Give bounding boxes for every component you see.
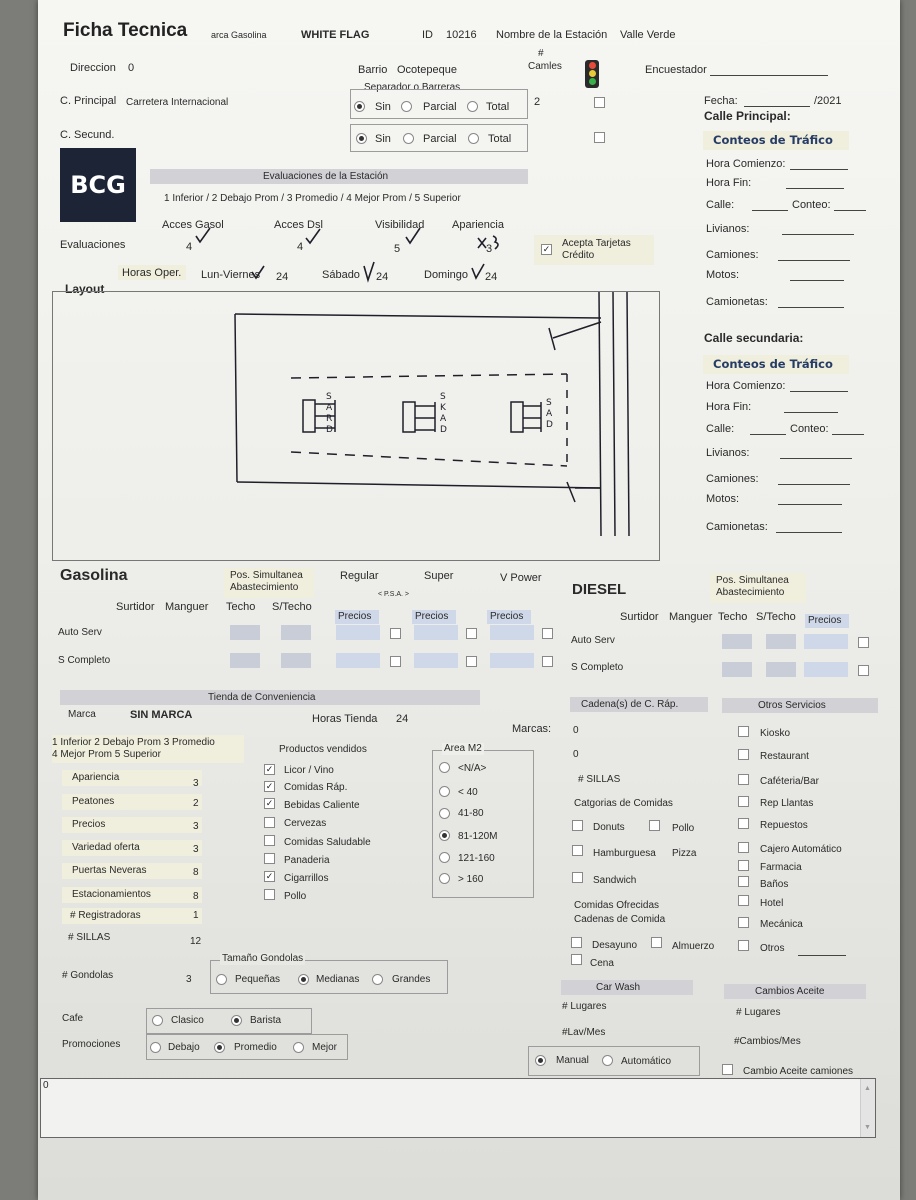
gas-sc-super-field[interactable] xyxy=(414,653,458,668)
diesel-surtidor-label: Surtidor xyxy=(620,611,659,623)
car-wash-auto-label: Automático xyxy=(621,1056,672,1067)
producto-label-6: Cigarrillos xyxy=(284,873,329,884)
producto-label-3: Cervezas xyxy=(284,818,327,829)
diesel-sc-precio-field[interactable] xyxy=(804,662,848,677)
rating-value-5[interactable]: 8 xyxy=(193,891,199,902)
diesel-title: DIESEL xyxy=(572,581,627,598)
horas-tienda-value[interactable]: 24 xyxy=(396,713,409,725)
lun-value[interactable]: 24 xyxy=(276,271,289,283)
area-radio-5[interactable] xyxy=(439,873,450,884)
evaluaciones-scale: 1 Inferior / 2 Debajo Prom / 3 Promedio / 4 Mejor Prom / 5 Superior xyxy=(164,193,461,204)
company-logo: BCG xyxy=(60,148,136,222)
diesel-auto-techo-field[interactable] xyxy=(722,634,752,649)
camiones-line-2[interactable] xyxy=(778,484,850,485)
desayuno-label: Desayuno xyxy=(592,940,638,951)
horas-label: Horas Oper. xyxy=(122,267,182,279)
donuts-checkbox[interactable] xyxy=(572,820,583,831)
area-radio-3[interactable] xyxy=(439,830,450,841)
marca-label: Marca xyxy=(68,709,96,720)
productos-title: Productos vendidos xyxy=(279,744,367,755)
eval-acces-dsl-label: Acces Dsl xyxy=(274,219,323,231)
fecha-line[interactable] xyxy=(744,106,810,107)
rating-label-1: Peatones xyxy=(72,796,115,807)
diesel-auto-stecho-field[interactable] xyxy=(766,634,796,649)
gas-sc-super-checkbox[interactable] xyxy=(466,656,477,667)
otros-title: Otros Servicios xyxy=(758,700,826,711)
marcas-label: Marcas: xyxy=(512,723,552,735)
rating-value-7[interactable]: 12 xyxy=(190,936,202,947)
otros-other-line[interactable] xyxy=(798,955,846,956)
tienda-scale-1: 1 Inferior 2 Debajo Prom 3 Promedio xyxy=(52,737,215,748)
gas-precios-label-2: Precios xyxy=(415,611,449,622)
camionetas-line-1[interactable] xyxy=(778,307,844,308)
promo-radio-promedio[interactable] xyxy=(214,1042,225,1053)
rating-label-2: Precios xyxy=(72,819,106,830)
producto-checkbox-1[interactable]: ✓ xyxy=(265,781,274,791)
gas-pos-sim-label: Pos. Simultanea Abastecimiento xyxy=(230,570,303,593)
sep-principal-total-label: Total xyxy=(486,101,510,113)
hora-comienzo-line-2[interactable] xyxy=(790,391,848,392)
gas-sc-techo-field[interactable] xyxy=(230,653,260,668)
hamburguesa-checkbox[interactable] xyxy=(572,845,583,856)
hora-fin-label-2: Hora Fin: xyxy=(706,401,752,413)
eval-apariencia-label: Apariencia xyxy=(452,219,504,231)
hora-comienzo-line-1[interactable] xyxy=(790,169,848,170)
eval-acces-gasol-label: Acces Gasol xyxy=(162,219,224,231)
rating-label-6: # Registradoras xyxy=(70,910,141,921)
sep-secund-sin-radio[interactable] xyxy=(356,133,367,144)
hora-comienzo-label-1: Hora Comienzo: xyxy=(706,158,786,170)
gas-psa-label: < P.S.A. > xyxy=(378,591,410,598)
conteo-label-1: Conteo: xyxy=(792,199,831,211)
separador-label: Separador o Barreras xyxy=(364,82,461,93)
otros-checkbox-0[interactable] xyxy=(738,726,749,737)
id-value[interactable]: 10216 xyxy=(446,29,477,41)
tarjetas-checkbox[interactable]: ✓ xyxy=(542,244,551,254)
gas-techo-label: Techo xyxy=(226,601,256,613)
area-title: Area M2 xyxy=(444,743,482,754)
gas-auto-regular-field[interactable] xyxy=(336,625,380,640)
station-value[interactable]: Valle Verde xyxy=(620,29,676,41)
sketch-pump-letters-3: S A D xyxy=(546,398,553,430)
sep-principal-parcial-radio[interactable] xyxy=(401,101,412,112)
area-radio-2[interactable] xyxy=(439,808,450,819)
scroll-down-icon[interactable]: ▼ xyxy=(864,1124,871,1131)
conteo-line-1[interactable] xyxy=(834,210,866,211)
hamburguesa-label: Hamburguesa xyxy=(593,848,656,859)
motos-label-1: Motos: xyxy=(706,269,740,281)
otros-label-5: Cajero Automático xyxy=(760,844,842,855)
diesel-s-completo-label: S Completo xyxy=(571,662,624,673)
otros-label-10: Otros xyxy=(760,943,785,954)
barrio-label: Barrio xyxy=(358,64,388,76)
notes-value: 0 xyxy=(43,1080,49,1091)
rating-label-5: Estacionamientos xyxy=(72,889,151,900)
traffic-light-icon xyxy=(585,60,599,88)
camionetas-label-2: Camionetas: xyxy=(706,521,768,533)
otros-label-9: Mecánica xyxy=(760,919,803,930)
sep-principal-parcial-label: Parcial xyxy=(423,101,457,113)
categorias-label: Catgorias de Comidas xyxy=(574,798,673,809)
cafe-label: Cafe xyxy=(62,1013,84,1024)
diesel-stecho-label: S/Techo xyxy=(756,611,796,623)
gasolina-title: Gasolina xyxy=(60,567,128,584)
producto-checkbox-7[interactable] xyxy=(264,889,275,900)
cadenas-sillas-label: # SILLAS xyxy=(578,774,621,785)
rating-label-3: Variedad oferta xyxy=(72,842,140,853)
sep-principal-sin-radio[interactable] xyxy=(354,101,365,112)
notes-scrollbar[interactable] xyxy=(860,1079,875,1137)
fecha-value[interactable]: /2021 xyxy=(814,95,842,107)
diesel-sc-stecho-field[interactable] xyxy=(766,662,796,677)
diesel-sc-checkbox[interactable] xyxy=(858,665,869,676)
rating-value-0[interactable]: 3 xyxy=(193,778,199,789)
sep-principal-sin-label: Sin xyxy=(375,101,391,113)
encuestador-line[interactable] xyxy=(710,75,828,76)
camiones-line-1[interactable] xyxy=(778,260,850,261)
otros-checkbox-6[interactable] xyxy=(738,860,749,871)
hora-comienzo-label-2: Hora Comienzo: xyxy=(706,380,786,392)
promo-radio-mejor[interactable] xyxy=(293,1042,304,1053)
donuts-label: Donuts xyxy=(593,822,625,833)
gas-sc-vpower-field[interactable] xyxy=(490,653,534,668)
producto-label-4: Comidas Saludable xyxy=(284,837,371,848)
camiones-label-2: Camiones: xyxy=(706,473,759,485)
livianos-line-1[interactable] xyxy=(782,234,854,235)
scroll-up-icon[interactable]: ▲ xyxy=(864,1085,871,1092)
eval-acces-gasol-value[interactable]: 4 xyxy=(186,241,193,253)
eval-acces-dsl-value[interactable]: 4 xyxy=(297,241,304,253)
otros-checkbox-5[interactable] xyxy=(738,842,749,853)
promo-label-mejor: Mejor xyxy=(312,1042,338,1053)
calle-line-2[interactable] xyxy=(750,434,786,435)
diesel-sc-techo-field[interactable] xyxy=(722,662,752,677)
diesel-pos-sim-label: Pos. Simultanea Abastecimiento xyxy=(716,575,789,598)
fecha-label: Fecha: xyxy=(704,95,738,107)
otros-label-3: Rep Llantas xyxy=(760,798,814,809)
producto-checkbox-0[interactable]: ✓ xyxy=(265,764,274,774)
cambios-camiones-label: Cambio Aceite camiones xyxy=(743,1066,854,1077)
brand-label: arca Gasolina xyxy=(211,30,267,40)
cafe-radio-barista[interactable] xyxy=(231,1015,242,1026)
gas-auto-super-checkbox[interactable] xyxy=(466,628,477,639)
cambios-camiones-checkbox[interactable] xyxy=(722,1064,733,1075)
tienda-title: Tienda de Conveniencia xyxy=(208,692,316,703)
calle-line-1[interactable] xyxy=(752,210,788,211)
car-wash-manual-radio[interactable] xyxy=(535,1055,546,1066)
gas-auto-regular-checkbox[interactable] xyxy=(390,628,401,639)
otros-label-6: Farmacia xyxy=(760,862,802,873)
hora-fin-label-1: Hora Fin: xyxy=(706,177,752,189)
eval-apariencia-value[interactable]: 3 xyxy=(486,243,493,255)
car-wash-auto-radio[interactable] xyxy=(602,1055,613,1066)
form-title: Ficha Tecnica xyxy=(63,20,188,41)
handwritten-ticks xyxy=(138,210,578,290)
secundaria-label: C. Secund. xyxy=(60,129,115,141)
promo-radio-debajo[interactable] xyxy=(150,1042,161,1053)
otros-label-2: Caféteria/Bar xyxy=(760,776,819,787)
producto-checkbox-3[interactable] xyxy=(264,817,275,828)
otros-label-7: Baños xyxy=(760,879,789,890)
producto-checkbox-4[interactable] xyxy=(264,835,275,846)
cena-label: Cena xyxy=(590,958,614,969)
area-label-1: < 40 xyxy=(458,787,478,798)
horas-tienda-label: Horas Tienda xyxy=(312,713,378,725)
area-radio-4[interactable] xyxy=(439,852,450,863)
diesel-auto-precio-field[interactable] xyxy=(804,634,848,649)
producto-label-0: Licor / Vino xyxy=(284,765,334,776)
marcas-value-2[interactable]: 0 xyxy=(573,749,579,760)
producto-checkbox-5[interactable] xyxy=(264,853,275,864)
gondolas-value[interactable]: 3 xyxy=(186,974,192,985)
otros-checkbox-3[interactable] xyxy=(738,796,749,807)
cafe-label-barista: Barista xyxy=(250,1015,282,1026)
diesel-manguer-label: Manguer xyxy=(669,611,713,623)
area-label-5: > 160 xyxy=(458,874,484,885)
otros-label-0: Kiosko xyxy=(760,728,791,739)
eval-visibilidad-value[interactable]: 5 xyxy=(394,243,401,255)
sep-secund-parcial-radio[interactable] xyxy=(403,133,414,144)
sketch-pump-letters-2: S K A D xyxy=(440,392,447,435)
calle-label-2: Calle: xyxy=(706,423,735,435)
producto-label-5: Panaderia xyxy=(284,855,330,866)
tamano-label-1: Medianas xyxy=(316,974,360,985)
gas-auto-techo-field[interactable] xyxy=(230,625,260,640)
encuestador-label: Encuestador xyxy=(645,64,707,76)
sep-secund-parcial-label: Parcial xyxy=(423,133,457,145)
gas-auto-serv-label: Auto Serv xyxy=(58,627,102,638)
evaluaciones-row-label: Evaluaciones xyxy=(60,239,126,251)
sep-secund-total-label: Total xyxy=(488,133,512,145)
otros-checkbox-8[interactable] xyxy=(738,895,749,906)
principal-label: C. Principal xyxy=(60,95,117,107)
camiones-label-1: Camiones: xyxy=(706,249,759,261)
tamano-label-2: Grandes xyxy=(392,974,431,985)
gas-manguer-label: Manguer xyxy=(165,601,209,613)
livianos-label-1: Livianos: xyxy=(706,223,750,235)
gas-stecho-label: S/Techo xyxy=(272,601,312,613)
tamano-radio-0[interactable] xyxy=(216,974,227,985)
lun-label: Lun-Viernes xyxy=(201,269,261,281)
area-label-3: 81-120M xyxy=(458,831,498,842)
sandwich-label: Sandwich xyxy=(593,875,637,886)
producto-label-7: Pollo xyxy=(284,891,307,902)
motos-line-1[interactable] xyxy=(790,280,844,281)
gas-auto-super-field[interactable] xyxy=(414,625,458,640)
producto-label-2: Bebidas Caliente xyxy=(284,800,360,811)
calle-label-1: Calle: xyxy=(706,199,735,211)
rating-value-2[interactable]: 3 xyxy=(193,821,199,832)
layout-label: Layout xyxy=(65,282,105,296)
sab-value[interactable]: 24 xyxy=(376,271,389,283)
sandwich-checkbox[interactable] xyxy=(572,872,583,883)
gas-sc-stecho-field[interactable] xyxy=(281,653,311,668)
otros-label-4: Repuestos xyxy=(760,820,808,831)
otros-checkbox-10[interactable] xyxy=(738,940,749,951)
gas-regular-label: Regular xyxy=(340,570,379,582)
hora-fin-line-1[interactable] xyxy=(786,188,844,189)
pizza-label: Pizza xyxy=(672,848,697,859)
evaluaciones-title: Evaluaciones de la Estación xyxy=(263,171,389,182)
rating-label-7: # SILLAS xyxy=(68,932,111,943)
sep-secund-sin-label: Sin xyxy=(375,133,391,145)
area-label-0: <N/A> xyxy=(458,763,487,774)
calle-secundaria-title: Calle secundaria: xyxy=(704,331,804,345)
camiles-value[interactable]: 2 xyxy=(534,96,541,108)
tamano-label-0: Pequeñas xyxy=(235,974,281,985)
gas-s-completo-label: S Completo xyxy=(58,655,111,666)
car-wash-lav-mes: #Lav/Mes xyxy=(562,1027,606,1038)
id-label: ID xyxy=(422,29,433,41)
producto-checkbox-2[interactable]: ✓ xyxy=(265,798,274,808)
promociones-label: Promociones xyxy=(62,1039,121,1050)
sketch-pump-letters-1: S A R D xyxy=(326,392,333,435)
cambios-title: Cambios Aceite xyxy=(755,986,825,997)
area-radio-1[interactable] xyxy=(439,786,450,797)
dom-value[interactable]: 24 xyxy=(485,271,498,283)
rating-value-1[interactable]: 2 xyxy=(193,798,199,809)
area-radio-0[interactable] xyxy=(439,762,450,773)
motos-label-2: Motos: xyxy=(706,493,740,505)
rating-label-0: Apariencia xyxy=(72,772,120,783)
camiles-hash: # xyxy=(538,48,544,59)
address-value[interactable]: 0 xyxy=(128,62,135,74)
rating-value-4[interactable]: 8 xyxy=(193,867,199,878)
tamano-title: Tamaño Gondolas xyxy=(222,953,304,964)
camionetas-label-1: Camionetas: xyxy=(706,296,768,308)
promo-label-debajo: Debajo xyxy=(168,1042,200,1053)
cambios-lugares: # Lugares xyxy=(736,1007,781,1018)
producto-checkbox-6[interactable]: ✓ xyxy=(265,871,274,881)
gas-auto-vpower-field[interactable] xyxy=(490,625,534,640)
sep-secund-total-radio[interactable] xyxy=(468,133,479,144)
tarjetas-label: Acepta Tarjetas Crédito xyxy=(562,238,631,261)
marca-value[interactable]: SIN MARCA xyxy=(130,709,193,721)
sab-label: Sábado xyxy=(322,269,360,281)
promo-label-promedio: Promedio xyxy=(234,1042,277,1053)
gas-sc-regular-field[interactable] xyxy=(336,653,380,668)
gas-precios-label-1: Precios xyxy=(338,611,372,622)
principal-value[interactable]: Carretera Internacional xyxy=(126,97,229,108)
gas-auto-stecho-field[interactable] xyxy=(281,625,311,640)
diesel-auto-serv-label: Auto Serv xyxy=(571,635,615,646)
desayuno-checkbox[interactable] xyxy=(571,937,582,948)
almuerzo-label: Almuerzo xyxy=(672,941,715,952)
gas-sc-regular-checkbox[interactable] xyxy=(390,656,401,667)
diesel-precios-label: Precios xyxy=(808,615,842,626)
notes-textarea[interactable] xyxy=(40,1078,876,1138)
area-label-2: 41-80 xyxy=(458,808,484,819)
station-sketch xyxy=(53,292,657,558)
conteos-title-2: Conteos de Tráfico xyxy=(713,357,833,371)
pollo-label: Pollo xyxy=(672,823,695,834)
conteos-title-1: Conteos de Tráfico xyxy=(713,133,833,147)
livianos-label-2: Livianos: xyxy=(706,447,750,459)
sep-principal-total-radio[interactable] xyxy=(467,101,478,112)
brand-value: WHITE FLAG xyxy=(301,29,370,41)
otros-checkbox-2[interactable] xyxy=(738,774,749,785)
otros-label-1: Restaurant xyxy=(760,751,809,762)
marcas-value-1[interactable]: 0 xyxy=(573,725,579,736)
eval-visibilidad-label: Visibilidad xyxy=(375,219,425,231)
gondolas-label: # Gondolas xyxy=(62,970,114,981)
otros-checkbox-4[interactable] xyxy=(738,818,749,829)
address-label: Direccion xyxy=(70,62,116,74)
tienda-scale-2: 4 Mejor Prom 5 Superior xyxy=(52,749,161,760)
motos-line-2[interactable] xyxy=(778,504,842,505)
diesel-auto-checkbox[interactable] xyxy=(858,637,869,648)
area-label-4: 121-160 xyxy=(458,853,495,864)
ofrecidas-label-1: Comidas Ofrecidas xyxy=(574,900,660,911)
camiles-label: Camles xyxy=(528,61,562,72)
form-sheet xyxy=(38,0,900,1200)
barrio-value[interactable]: Ocotepeque xyxy=(397,64,457,76)
gas-auto-vpower-checkbox[interactable] xyxy=(542,628,553,639)
rating-value-3[interactable]: 3 xyxy=(193,844,199,855)
livianos-line-2[interactable] xyxy=(780,458,852,459)
gas-sc-vpower-checkbox[interactable] xyxy=(542,656,553,667)
car-wash-title: Car Wash xyxy=(596,982,641,993)
gas-vpower-label: V Power xyxy=(500,572,542,584)
cena-checkbox[interactable] xyxy=(571,954,582,965)
dom-label: Domingo xyxy=(424,269,469,281)
diesel-techo-label: Techo xyxy=(718,611,748,623)
cadenas-title: Cadena(s) de C. Ráp. xyxy=(581,699,679,710)
calle-principal-title: Calle Principal: xyxy=(704,109,791,123)
hora-fin-line-2[interactable] xyxy=(784,412,838,413)
car-wash-mode-group xyxy=(528,1046,700,1076)
cambios-mes: #Cambios/Mes xyxy=(734,1036,801,1047)
rating-value-6[interactable]: 1 xyxy=(193,910,199,921)
otros-checkbox-9[interactable] xyxy=(738,917,749,928)
camiles-checkbox-1[interactable] xyxy=(594,97,605,108)
almuerzo-checkbox[interactable] xyxy=(651,937,662,948)
rating-label-4: Puertas Neveras xyxy=(72,865,147,876)
producto-label-1: Comidas Ráp. xyxy=(284,782,348,793)
tamano-radio-2[interactable] xyxy=(372,974,383,985)
pollo-checkbox[interactable] xyxy=(649,820,660,831)
station-label: Nombre de la Estación xyxy=(496,29,608,41)
car-wash-lugares: # Lugares xyxy=(562,1001,607,1012)
otros-checkbox-7[interactable] xyxy=(738,876,749,887)
camiles-checkbox-2[interactable] xyxy=(594,132,605,143)
cafe-label-clasico: Clasico xyxy=(171,1015,204,1026)
conteo-line-2[interactable] xyxy=(832,434,864,435)
camionetas-line-2[interactable] xyxy=(776,532,842,533)
gas-surtidor-label: Surtidor xyxy=(116,601,155,613)
gas-super-label: Super xyxy=(424,570,454,582)
car-wash-manual-label: Manual xyxy=(556,1055,589,1066)
gas-precios-label-3: Precios xyxy=(490,611,524,622)
conteo-label-2: Conteo: xyxy=(790,423,829,435)
cafe-radio-clasico[interactable] xyxy=(152,1015,163,1026)
ofrecidas-label-2: Cadenas de Comida xyxy=(574,914,666,925)
otros-checkbox-1[interactable] xyxy=(738,749,749,760)
otros-label-8: Hotel xyxy=(760,898,784,909)
tamano-radio-1[interactable] xyxy=(298,974,309,985)
